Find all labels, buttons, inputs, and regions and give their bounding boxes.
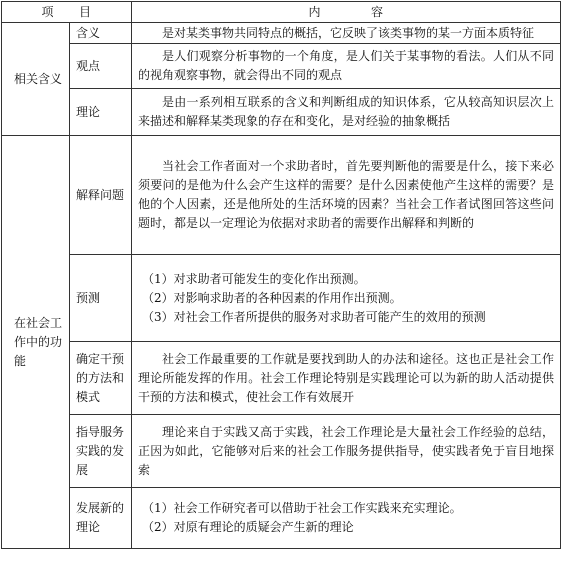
row-label: 理论: [70, 89, 132, 136]
list-item: （2）对原有理论的质疑会产生新的理论: [142, 520, 354, 534]
table-row: [2, 488, 561, 549]
category-functions: 在社会工作中的功能: [2, 136, 70, 549]
row-label: 指导服务实践的发展: [70, 415, 132, 488]
row-label: 含义: [70, 23, 132, 44]
header-content: 内 容: [132, 2, 561, 23]
row-label: 发展新的理论: [70, 488, 132, 549]
row-content: 社会工作最重要的工作就是要找到助人的办法和途径。这也正是社会工作理论所能发挥的作用。社会工作理论特别是实践理论可以为新的助人活动提供干预的方法和模式，使社会工作有效展开: [132, 342, 561, 415]
row-content-list: [132, 488, 561, 549]
row-label: 解释问题: [70, 136, 132, 255]
table-row: [2, 44, 561, 89]
row-content: 是由一系列相互联系的含义和判断组成的知识体系，它从较高知识层次上来描述和解释某类现象的存在和变化，是对经验的抽象概括: [132, 89, 561, 136]
row-content: 是人们观察分析事物的一个角度，是人们关于某事物的看法。人们从不同的视角观察事物，就会得出不同的观点: [132, 44, 561, 89]
row-label: 预测: [70, 255, 132, 342]
row-content: 是对某类事物共同特点的概括，它反映了该类事物的某一方面本质特征: [132, 23, 561, 44]
row-content-list: [132, 255, 561, 342]
list-item: （2）对影响求助者的各种因素的作用作出预测。: [142, 290, 402, 305]
list-item: （1）社会工作研究者可以借助于社会工作实践来充实理论。: [142, 501, 462, 515]
row-content: 理论来自于实践又高于实践，社会工作理论是大量社会工作经验的总结，正因为如此，它能够对后来的社会工作服务提供指导，使实践者免于盲目地探索: [132, 415, 561, 488]
table-row: [2, 255, 561, 342]
row-content: 当社会工作者面对一个求助者时，首先要判断他的需要是什么，接下来必须要问的是他为什么会产生这样的需要？是什么因素使他产生这样的需要？是他的个人因素，还是他所处的生活环境的因素？当社会工作者试图回答这些问题时，都是以一定理论为依据对求助者的需要作出解释和判断的: [132, 136, 561, 255]
row-label: 确定干预的方法和模式: [70, 342, 132, 415]
list-item: （1）对求助者可能发生的变化作出预测。: [142, 271, 366, 286]
list-item: （3）对社会工作者所提供的服务对求助者可能产生的效用的预测: [142, 309, 486, 324]
table-row: [2, 89, 561, 136]
table-row: [2, 342, 561, 415]
concept-table: [1, 1, 561, 549]
table-row: [2, 23, 561, 44]
header-item: 项 目: [2, 2, 132, 23]
category-related-meaning: 相关含义: [2, 23, 70, 136]
table-row: [2, 415, 561, 488]
table-header-row: [2, 2, 561, 23]
row-label: 观点: [70, 44, 132, 89]
table-row: [2, 136, 561, 255]
